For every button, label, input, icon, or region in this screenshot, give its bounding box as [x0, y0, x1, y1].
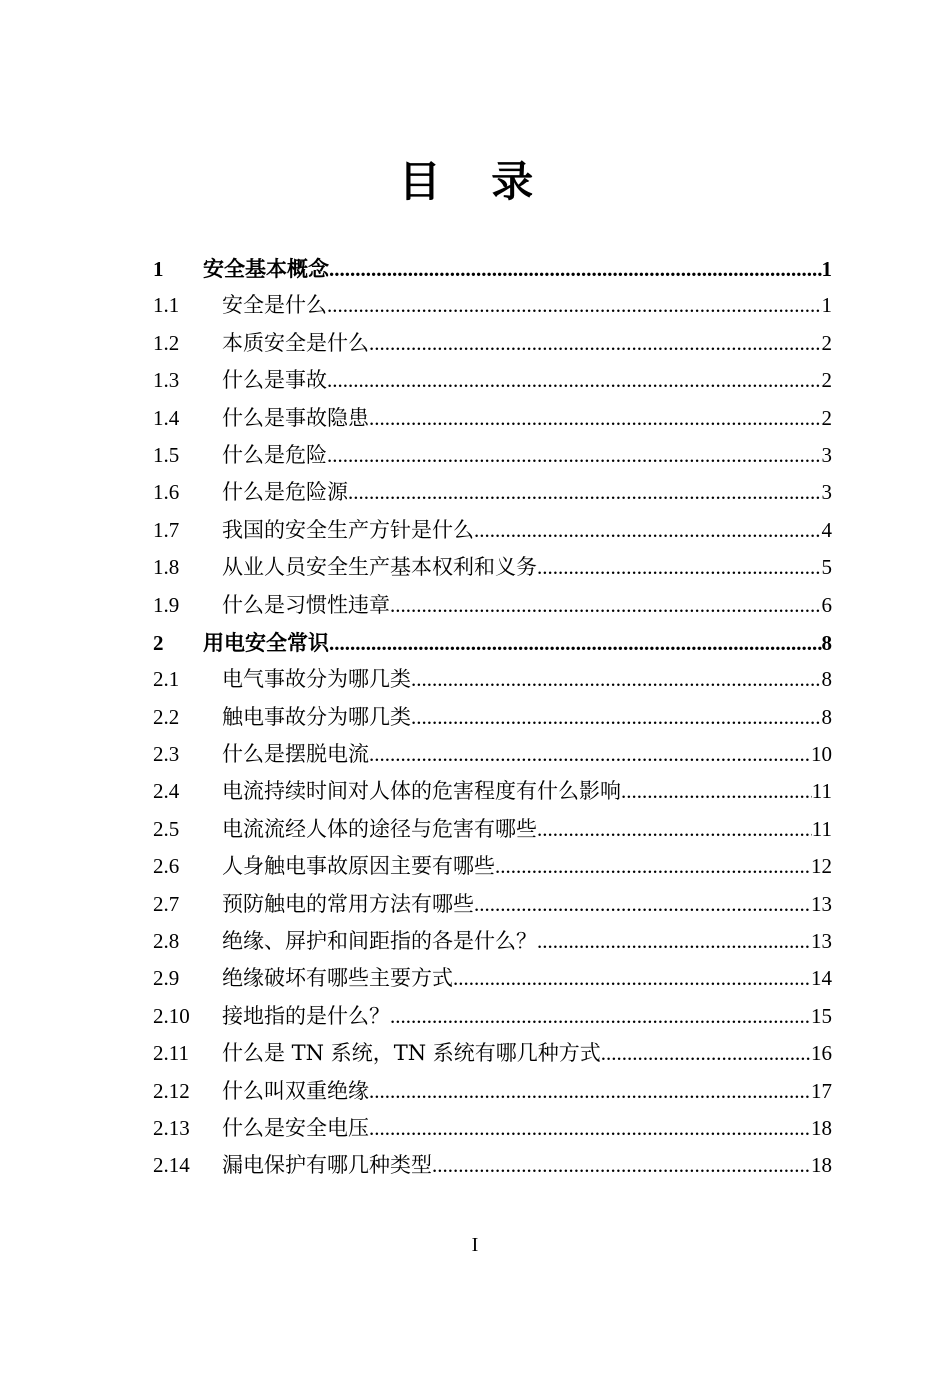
toc-dot-leader [390, 587, 822, 624]
toc-entry-page: 2 [821, 368, 832, 393]
toc-entry-title: 电流持续时间对人体的危害程度有什么影响 [222, 779, 621, 804]
toc-dot-leader [369, 400, 822, 437]
toc-section-entry[interactable] [153, 287, 832, 324]
toc-section-entry[interactable] [153, 886, 832, 923]
toc-entry-title: 绝缘破坏有哪些主要方式 [222, 966, 453, 991]
toc-section-entry[interactable] [153, 1035, 832, 1072]
toc-section-entry[interactable] [153, 661, 832, 698]
toc-section-entry[interactable] [153, 400, 832, 437]
toc-entry-number: 2.11 [153, 1041, 189, 1066]
toc-entry-number: 1 [153, 257, 164, 281]
toc-chapter-entry[interactable] [153, 250, 832, 287]
toc-entry-title: 预防触电的常用方法有哪些 [222, 891, 474, 916]
toc-entry-page: 12 [811, 854, 832, 879]
toc-entry-number: 2.3 [153, 742, 180, 767]
toc-entry-number: 2.2 [153, 704, 180, 729]
toc-entry-number: 1.5 [153, 442, 180, 467]
toc-entry-number: 2.9 [153, 966, 180, 991]
toc-entry-page: 17 [811, 1078, 832, 1103]
toc-entry-page: 8 [821, 630, 832, 655]
toc-section-entry[interactable] [153, 325, 832, 362]
toc-entry-number: 2.7 [153, 891, 180, 916]
toc-dot-leader [432, 1147, 811, 1184]
page-number: I [471, 1234, 479, 1256]
toc-entry-page: 11 [811, 816, 832, 841]
toc-entry-title: 触电事故分为哪几类 [222, 704, 411, 729]
toc-section-entry[interactable] [153, 362, 832, 399]
toc-dot-leader [474, 886, 811, 923]
toc-entry-title: 什么叫双重绝缘 [222, 1078, 369, 1103]
toc-section-entry[interactable] [153, 437, 832, 474]
toc-dot-leader [495, 848, 811, 885]
toc-entry-number: 1.9 [153, 592, 180, 617]
toc-dot-leader [453, 960, 811, 997]
toc-section-entry[interactable] [153, 773, 832, 810]
toc-entry-title: 电流流经人体的途径与危害有哪些 [222, 816, 537, 841]
toc-entry-page: 14 [811, 966, 832, 991]
toc-section-entry[interactable] [153, 923, 832, 960]
toc-entry-number: 2.8 [153, 929, 180, 954]
toc-entry-title: 什么是危险源 [222, 480, 348, 505]
toc-section-entry[interactable] [153, 998, 832, 1035]
toc-entry-page: 18 [811, 1153, 832, 1178]
toc-entry-page: 5 [821, 555, 832, 580]
toc-dot-leader [390, 998, 811, 1035]
toc-entry-number: 1.1 [153, 293, 180, 318]
toc-entry-page: 8 [821, 704, 832, 729]
toc-entry-number: 1.4 [153, 405, 180, 430]
toc-section-entry[interactable] [153, 1073, 832, 1110]
toc-dot-leader [369, 736, 811, 773]
toc-section-entry[interactable] [153, 549, 832, 586]
toc-entry-number: 2.12 [153, 1078, 190, 1103]
toc-entry-page: 2 [821, 405, 832, 430]
toc-entry-page: 18 [811, 1115, 832, 1140]
toc-dot-leader [329, 251, 822, 288]
toc-entry-title: 什么是 TN 系统，TN 系统有哪几种方式 [222, 1041, 601, 1066]
toc-entry-number: 2.6 [153, 854, 180, 879]
toc-entry-title: 什么是危险 [222, 442, 327, 467]
toc-entry-title: 从业人员安全生产基本权利和义务 [222, 555, 537, 580]
toc-entry-title: 绝缘、屏护和间距指的各是什么？ [222, 929, 537, 954]
toc-entry-number: 1.8 [153, 555, 180, 580]
toc-entry-title: 什么是习惯性违章 [222, 592, 390, 617]
toc-entry-title: 接地指的是什么？ [222, 1003, 390, 1028]
toc-entry-title: 漏电保护有哪几种类型 [222, 1153, 432, 1178]
toc-entry-number: 1.3 [153, 368, 180, 393]
toc-entry-page: 3 [821, 442, 832, 467]
toc-entry-page: 16 [811, 1041, 832, 1066]
toc-section-entry[interactable] [153, 960, 832, 997]
toc-dot-leader [329, 625, 822, 662]
toc-entry-title: 什么是安全电压 [222, 1115, 369, 1140]
toc-entry-number: 2.5 [153, 816, 180, 841]
toc-entry-number: 1.6 [153, 480, 180, 505]
toc-entry-number: 2 [153, 630, 164, 655]
toc-section-entry[interactable] [153, 474, 832, 511]
toc-entry-page: 8 [821, 667, 832, 692]
toc-section-entry[interactable] [153, 699, 832, 736]
toc-entry-number: 2.1 [153, 667, 180, 692]
toc-section-entry[interactable] [153, 736, 832, 773]
toc-entry-page: 2 [821, 330, 832, 355]
toc-entry-title: 电气事故分为哪几类 [222, 667, 411, 692]
toc-section-entry[interactable] [153, 512, 832, 549]
toc-entry-title: 本质安全是什么 [222, 330, 369, 355]
toc-dot-leader [348, 474, 822, 511]
toc-entry-page: 15 [811, 1003, 832, 1028]
toc-entry-page: 3 [821, 480, 832, 505]
toc-entry-page: 4 [821, 517, 832, 542]
toc-entry-title: 什么是事故隐患 [222, 405, 369, 430]
toc-dot-leader [601, 1035, 811, 1072]
toc-entry-title: 安全基本概念 [203, 256, 329, 281]
toc-chapter-entry[interactable] [153, 624, 832, 661]
table-of-contents [153, 250, 832, 1185]
toc-entry-page: 11 [811, 779, 832, 804]
toc-entry-page: 13 [811, 891, 832, 916]
toc-dot-leader [369, 1073, 811, 1110]
toc-dot-leader [369, 325, 822, 362]
toc-entry-title: 我国的安全生产方针是什么 [222, 517, 474, 542]
toc-section-entry[interactable] [153, 1110, 832, 1147]
toc-dot-leader [411, 661, 822, 698]
toc-dot-leader [621, 773, 812, 810]
toc-section-entry[interactable] [153, 587, 832, 624]
toc-section-entry[interactable] [153, 1147, 832, 1184]
toc-entry-page: 1 [821, 257, 832, 281]
toc-dot-leader [537, 923, 811, 960]
toc-dot-leader [327, 437, 822, 474]
toc-entry-title: 人身触电事故原因主要有哪些 [222, 854, 495, 879]
toc-dot-leader [411, 699, 822, 736]
toc-dot-leader [537, 811, 812, 848]
toc-dot-leader [369, 1110, 811, 1147]
toc-entry-number: 2.4 [153, 779, 180, 804]
toc-entry-page: 13 [811, 929, 832, 954]
toc-entry-title: 安全是什么 [222, 293, 327, 318]
toc-entry-number: 2.13 [153, 1115, 190, 1140]
toc-entry-number: 1.7 [153, 517, 180, 542]
toc-dot-leader [327, 362, 822, 399]
toc-title: 目 录 [398, 157, 552, 206]
toc-dot-leader [474, 512, 822, 549]
toc-section-entry[interactable] [153, 848, 832, 885]
toc-entry-title: 什么是事故 [222, 368, 327, 393]
toc-entry-title: 什么是摆脱电流 [222, 742, 369, 767]
toc-entry-page: 10 [811, 742, 832, 767]
toc-entry-number: 1.2 [153, 330, 180, 355]
toc-entry-number: 2.14 [153, 1153, 190, 1178]
toc-entry-page: 6 [821, 592, 832, 617]
toc-section-entry[interactable] [153, 811, 832, 848]
toc-entry-page: 1 [821, 293, 832, 318]
toc-dot-leader [537, 549, 822, 586]
toc-entry-number: 2.10 [153, 1003, 190, 1028]
toc-dot-leader [327, 287, 822, 324]
toc-entry-title: 用电安全常识 [203, 629, 329, 655]
